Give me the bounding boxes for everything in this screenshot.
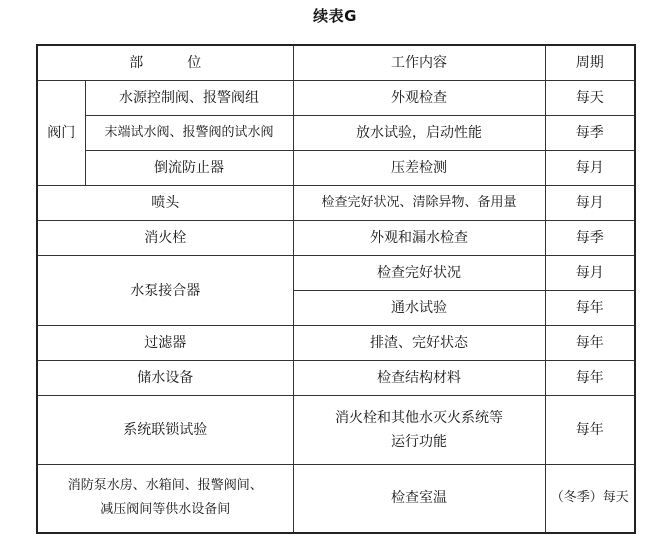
header-period: 周期 [545, 45, 635, 81]
content-cell: 检查完好状况、清除异物、备用量 [293, 186, 545, 221]
content-cell: 外观和漏水检查 [293, 221, 545, 256]
part-cell: 消火栓 [37, 221, 293, 256]
content-cell: 检查室温 [293, 465, 545, 533]
period-cell: （冬季）每天 [545, 465, 635, 533]
part-cell: 水泵接合器 [37, 256, 293, 326]
period-cell: 每季 [545, 116, 635, 151]
part-cell: 储水设备 [37, 361, 293, 396]
table-row [37, 396, 635, 465]
table-row [37, 81, 635, 116]
part-cell: 喷头 [37, 186, 293, 221]
table-row [37, 186, 635, 221]
part-line: 减压阀间等供水设备间 [100, 502, 231, 518]
content-cell: 外观检查 [293, 81, 545, 116]
header-part-char2: 位 [187, 55, 202, 71]
table-row [37, 326, 635, 361]
header-content: 工作内容 [293, 45, 545, 81]
header-part [37, 45, 293, 81]
part-line: 消防泵水房、水箱间、报警阀间、 [67, 478, 263, 494]
period-cell: 每年 [545, 396, 635, 465]
content-cell: 检查完好状况 [293, 256, 545, 291]
valve-group-label: 阀门 [37, 81, 85, 186]
table-row [37, 361, 635, 396]
part-cell: 末端试水阀、报警阀的试水阀 [85, 116, 293, 151]
maintenance-table [36, 44, 636, 534]
period-cell: 每年 [545, 361, 635, 396]
content-line: 消火栓和其他水灭火系统等 [335, 410, 503, 426]
content-cell: 通水试验 [293, 291, 545, 326]
content-cell: 排渣、完好状态 [293, 326, 545, 361]
period-cell: 每年 [545, 291, 635, 326]
content-cell [293, 396, 545, 465]
period-cell: 每季 [545, 221, 635, 256]
table-caption: 续表G [313, 7, 357, 25]
period-cell: 每月 [545, 186, 635, 221]
period-cell: 每天 [545, 81, 635, 116]
table-row [37, 465, 635, 533]
content-cell: 检查结构材料 [293, 361, 545, 396]
period-cell: 每月 [545, 151, 635, 186]
part-cell [37, 465, 293, 533]
header-part-char1: 部 [129, 55, 144, 71]
period-cell: 每年 [545, 326, 635, 361]
table-row [37, 116, 635, 151]
part-cell: 水源控制阀、报警阀组 [85, 81, 293, 116]
period-cell: 每月 [545, 256, 635, 291]
part-cell: 过滤器 [37, 326, 293, 361]
header-row [37, 45, 635, 81]
table-row [37, 256, 635, 291]
content-cell: 压差检测 [293, 151, 545, 186]
table-row [37, 221, 635, 256]
content-line: 运行功能 [391, 434, 447, 450]
content-cell: 放水试验，启动性能 [293, 116, 545, 151]
part-cell: 倒流防止器 [85, 151, 293, 186]
part-cell: 系统联锁试验 [37, 396, 293, 465]
table-row [37, 151, 635, 186]
